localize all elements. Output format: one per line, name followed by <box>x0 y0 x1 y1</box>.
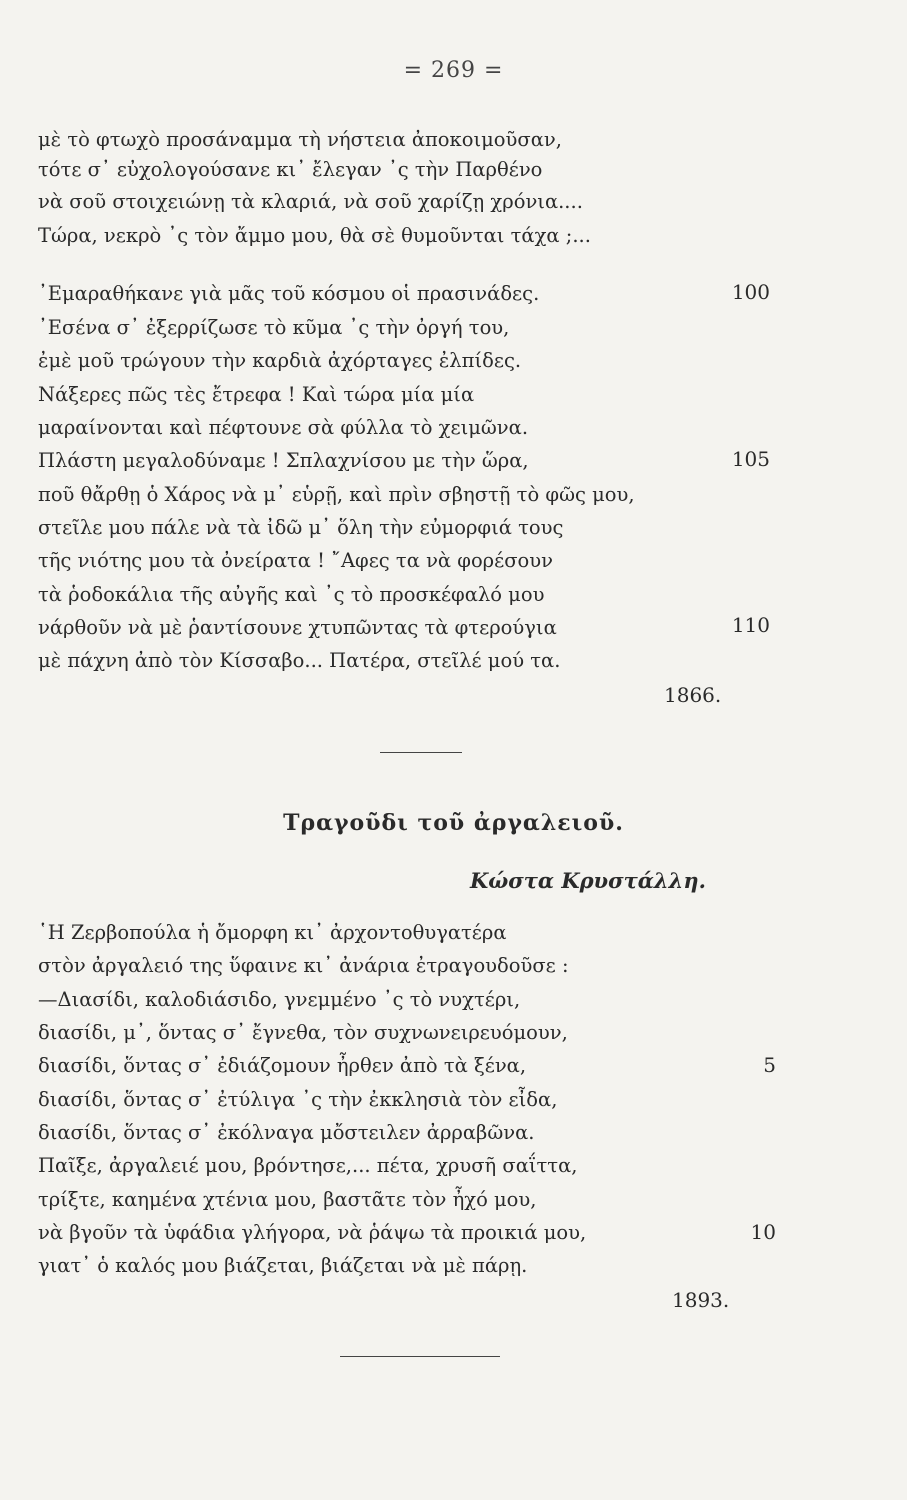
poem-date: 1893. <box>672 1288 730 1312</box>
poem-line: διασίδι, ὅντας σ᾽ ἐτύλιγα ᾽ς τὴν ἐκκλησιὰ τὸν εἶδα, <box>38 1088 558 1111</box>
poem-line: ῾Η Ζερβοπούλα ἡ ὄμορφη κι᾽ ἀρχοντοθυγατέρα <box>38 921 507 944</box>
poem-line: τρίξτε, καημένα χτένια μου, βαστᾶτε τὸν ἦχό μου, <box>38 1188 537 1211</box>
end-divider <box>340 1356 500 1357</box>
poem-line: Τώρα, νεκρὸ ᾽ς τὸν ἄμμο μου, θὰ σὲ θυμοῦνται τάχα ;... <box>38 224 591 247</box>
poem-line: Πλάστη μεγαλοδύναμε ! Σπλαχνίσου με τὴν ὥρα, <box>38 449 529 472</box>
poem-line: νὰ βγοῦν τὰ ὑφάδια γλήγορα, νὰ ῥάψω τὰ προικιά μου, <box>38 1221 587 1244</box>
line-number: 100 <box>731 280 770 304</box>
poem-line: μὲ πάχνη ἀπὸ τὸν Κίσσαβο... Πατέρα, στεῖλέ μού τα. <box>38 649 561 672</box>
poem-line: διασίδι, ὅντας σ᾽ ἐκόλναγα μὄστειλεν ἀρραβῶνα. <box>38 1121 535 1144</box>
line-number: 105 <box>731 447 770 471</box>
poem-line: Νάξερες πῶς τὲς ἔτρεφα ! Καὶ τώρα μία μία <box>38 383 475 406</box>
poem-line: στεῖλε μου πάλε νὰ τὰ ἰδῶ μ᾽ ὅλη τὴν εὐμορφιά τους <box>38 516 564 539</box>
poem-line: μαραίνονται καὶ πέφτουνε σὰ φύλλα τὸ χειμῶνα. <box>38 416 529 439</box>
poem-line: διασίδι, μ᾽, ὅντας σ᾽ ἔγνεθα, τὸν συχνωνειρευόμουν, <box>38 1021 568 1044</box>
poem-line: —Διασίδι, καλοδιάσιδο, γνεμμένο ᾽ς τὸ νυχτέρι, <box>38 988 521 1011</box>
poem-line: νάρθοῦν νὰ μὲ ῥαντίσουνε χτυπῶντας τὰ φτερούγια <box>38 616 557 639</box>
poem-line: ᾽Εμαραθήκανε γιὰ μᾶς τοῦ κόσμου οἱ πρασινάδες. <box>38 282 540 305</box>
poem-date: 1866. <box>664 683 722 707</box>
poem-line: μὲ τὸ φτωχὸ προσάναμμα τὴ νήστεια ἀποκοιμοῦσαν, <box>38 128 562 151</box>
poem-line: διασίδι, ὅντας σ᾽ ἐδιάζομουν ἦρθεν ἀπὸ τὰ ξένα, <box>38 1054 527 1077</box>
line-number: 5 <box>763 1053 776 1077</box>
poem-line: νὰ σοῦ στοιχειώνῃ τὰ κλαριά, νὰ σοῦ χαρίζῃ χρόνια.... <box>38 190 583 213</box>
poem-line: Παῖξε, ἀργαλειέ μου, βρόντησε,... πέτα, χρυσῆ σαΐττα, <box>38 1154 578 1177</box>
section-divider <box>380 752 462 753</box>
poem-line: γιατ᾽ ὁ καλός μου βιάζεται, βιάζεται νὰ μὲ πάρῃ. <box>38 1254 528 1277</box>
line-number: 10 <box>750 1220 776 1244</box>
poem-line: ἐμὲ μοῦ τρώγουν τὴν καρδιὰ ἀχόρταγες ἐλπίδες. <box>38 349 522 372</box>
poem-line: ᾽Εσένα σ᾽ ἐξερρίζωσε τὸ κῦμα ᾽ς τὴν ὀργή του, <box>38 316 510 339</box>
page-number: = 269 = <box>403 58 504 83</box>
poem-line: ποῦ θἄρθῃ ὁ Χάρος νὰ μ᾽ εὑρῇ, καὶ πρὶν σβηστῇ τὸ φῶς μου, <box>38 483 635 506</box>
poem-line: τῆς νιότης μου τὰ ὀνείρατα ! ῎Αφες τα νὰ φορέσουν <box>38 549 554 572</box>
poem-title: Τραγοῦδι τοῦ ἀργαλειοῦ. <box>283 810 624 836</box>
poem-line: τὰ ῥοδοκάλια τῆς αὐγῆς καὶ ᾽ς τὸ προσκέφαλό μου <box>38 583 545 606</box>
poem-line: τότε σ᾽ εὐχολογούσανε κι᾽ ἔλεγαν ᾽ς τὴν Παρθένο <box>38 158 543 181</box>
line-number: 110 <box>731 613 770 637</box>
poem-line: στὸν ἀργαλειό της ὕφαινε κι᾽ ἀνάρια ἐτραγουδοῦσε : <box>38 954 569 977</box>
poem-author: Κώστα Κρυστάλλη. <box>470 868 706 893</box>
